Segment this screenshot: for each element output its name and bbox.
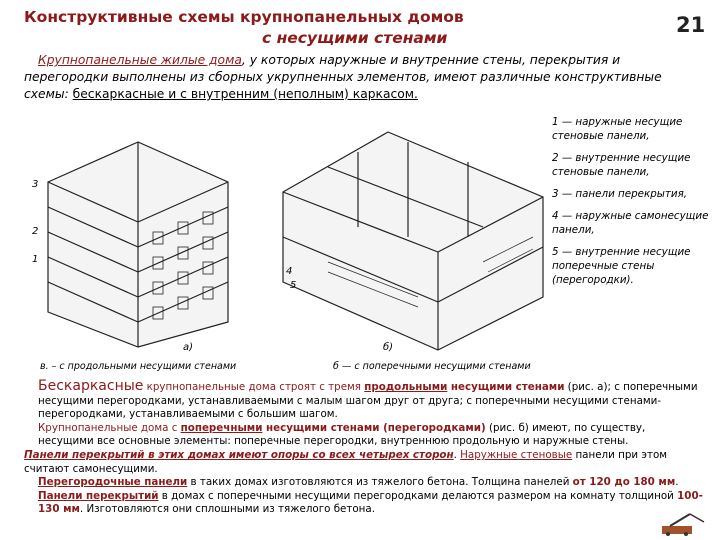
caption-a: в. – с продольными несущими стенами — [40, 361, 237, 372]
page-title: Конструктивные схемы крупнопанельных домов — [24, 8, 464, 26]
building-a-drawing — [48, 142, 228, 347]
legend-item: 1 — наружные несущие стеновые панели, — [552, 116, 683, 142]
intro-paragraph — [24, 52, 696, 103]
mark-a: а) — [183, 342, 194, 352]
label-5: 5 — [290, 280, 297, 291]
caption-b: б — с поперечными несущими стенами — [333, 361, 531, 372]
intro-term: Крупнопанельные жилые дома — [38, 53, 242, 67]
legend-item: 4 — наружные самонесущие панели, — [552, 210, 709, 236]
crane-icon — [660, 512, 710, 536]
legend-item: 2 — внутренние несущие стеновые панели, — [552, 152, 691, 178]
building-b-drawing — [283, 132, 543, 350]
page-number: 21 — [676, 13, 706, 37]
legend-item: 3 — панели перекрытия, — [552, 188, 688, 200]
paragraph-transverse: Крупнопанельные дома с поперечными несущими стенами (перегородками) (рис. б) имеют, по существу, несущими все основные элементы: поперечные перегородки, внутреннюю продольную и наружные стены. — [38, 421, 646, 448]
paragraph-supports: Панели перекрытий в этих домах имеют опоры со всех четырех сторон. Наружные стеновые панели при этом считают самонесущими. — [24, 448, 668, 475]
figure-legend — [552, 115, 714, 295]
label-2: 2 — [32, 226, 39, 237]
label-1: 1 — [32, 254, 39, 265]
intro-text: , у которых наружные и внутренние стены, перекрытия и перегородки выполнены из сборных укрупненных элементов, имеют различные конструктивные схемы: — [24, 53, 662, 101]
building-schemes-figure — [28, 112, 548, 352]
label-3: 3 — [32, 179, 39, 190]
intro-schemes: бескаркасные и с внутренним (неполным) каркасом. — [72, 87, 418, 101]
mark-b: б) — [383, 342, 394, 352]
paragraph-floor-panels: Панели перекрытий в домах с поперечными несущими перегородками делаются размером на комнату толщиной 100-130 мм. Изготовляются они сплошными из тяжелого бетона. — [38, 489, 703, 516]
paragraph-partitions: Перегородочные панели в таких домах изготовляются из тяжелого бетона. Толщина панелей от 120 до 180 мм. — [38, 476, 679, 489]
body-text — [24, 380, 704, 517]
paragraph-frameless: Бескаркасные крупнопанельные дома строят с тремя продольными несущими стенами (рис. а); с поперечными несущими перегородками, устанавливаемыми с малым шагом друг от друга; с поперечными несущими стенами-перегородками, устанавливаемыми с большим шагом. — [38, 378, 698, 421]
page-subtitle: с несущими стенами — [262, 29, 448, 47]
legend-item: 5 — внутренние несущие поперечные стены (перегородки). — [552, 246, 691, 286]
label-4: 4 — [286, 266, 293, 277]
